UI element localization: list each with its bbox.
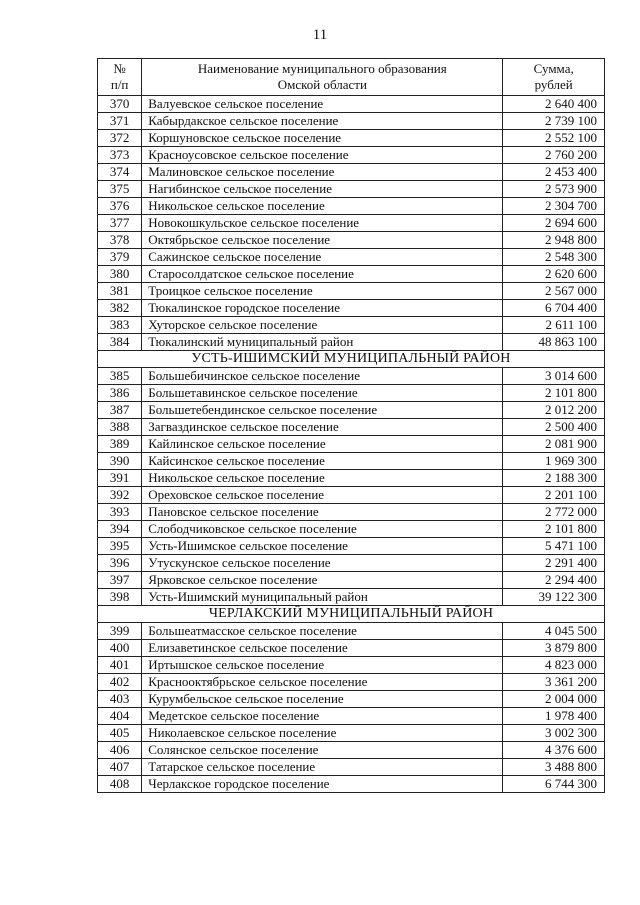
table-row: [98, 147, 605, 164]
row-municipality: Сажинское сельское поселение: [142, 249, 503, 266]
row-number: 391: [98, 470, 142, 487]
row-number: 398: [98, 589, 142, 606]
table-row: [98, 555, 605, 572]
row-sum: 39 122 300: [503, 589, 605, 606]
row-sum: 3 002 300: [503, 725, 605, 742]
allocation-table: [97, 58, 605, 793]
row-municipality: Нагибинское сельское поселение: [142, 181, 503, 198]
row-municipality: Медетское сельское поселение: [142, 708, 503, 725]
header-municipality: [142, 59, 503, 96]
row-municipality: Усть-Ишимское сельское поселение: [142, 538, 503, 555]
row-number: 395: [98, 538, 142, 555]
row-number: 376: [98, 198, 142, 215]
table-row: [98, 504, 605, 521]
row-municipality: Загваздинское сельское поселение: [142, 419, 503, 436]
row-number: 394: [98, 521, 142, 538]
row-number: 389: [98, 436, 142, 453]
row-sum: 2 611 100: [503, 317, 605, 334]
table-row: [98, 266, 605, 283]
row-number: 377: [98, 215, 142, 232]
table-row: [98, 232, 605, 249]
row-sum: 4 045 500: [503, 623, 605, 640]
row-number: 374: [98, 164, 142, 181]
header-number: [98, 59, 142, 96]
table-row: [98, 368, 605, 385]
table-row: [98, 725, 605, 742]
row-municipality: Никольское сельское поселение: [142, 198, 503, 215]
row-sum: 6 744 300: [503, 776, 605, 793]
row-municipality: Черлакское городское поселение: [142, 776, 503, 793]
row-sum: 2 548 300: [503, 249, 605, 266]
row-municipality: Николаевское сельское поселение: [142, 725, 503, 742]
row-municipality: Хуторское сельское поселение: [142, 317, 503, 334]
table-row: [98, 589, 605, 606]
row-sum: 4 376 600: [503, 742, 605, 759]
row-number: 400: [98, 640, 142, 657]
table-row: [98, 215, 605, 232]
row-number: 381: [98, 283, 142, 300]
row-municipality: Старосолдатское сельское поселение: [142, 266, 503, 283]
row-sum: 2 573 900: [503, 181, 605, 198]
row-municipality: Кайлинское сельское поселение: [142, 436, 503, 453]
row-sum: 2 453 400: [503, 164, 605, 181]
row-municipality: Никольское сельское поселение: [142, 470, 503, 487]
row-number: 406: [98, 742, 142, 759]
row-number: 392: [98, 487, 142, 504]
table-header-row: [98, 59, 605, 96]
row-number: 399: [98, 623, 142, 640]
row-sum: 2 294 400: [503, 572, 605, 589]
row-number: 390: [98, 453, 142, 470]
row-sum: 2 948 800: [503, 232, 605, 249]
row-municipality: Большетебендинское сельское поселение: [142, 402, 503, 419]
table-row: [98, 283, 605, 300]
table-row: [98, 691, 605, 708]
table-row: [98, 742, 605, 759]
header-sum-line2: рублей: [534, 77, 573, 92]
row-number: 404: [98, 708, 142, 725]
row-municipality: Новокошкульское сельское поселение: [142, 215, 503, 232]
row-sum: 2 739 100: [503, 113, 605, 130]
table-row: [98, 317, 605, 334]
table-row: [98, 453, 605, 470]
row-sum: 3 014 600: [503, 368, 605, 385]
header-number-line2: п/п: [110, 77, 129, 92]
row-number: 408: [98, 776, 142, 793]
table-row: [98, 657, 605, 674]
section-row: [98, 351, 605, 368]
table-row: [98, 674, 605, 691]
table-row: [98, 402, 605, 419]
row-sum: 2 081 900: [503, 436, 605, 453]
row-municipality: Красноусовское сельское поселение: [142, 147, 503, 164]
table-row: [98, 198, 605, 215]
row-sum: 2 004 000: [503, 691, 605, 708]
row-number: 402: [98, 674, 142, 691]
row-municipality: Тюкалинское городское поселение: [142, 300, 503, 317]
row-sum: 2 188 300: [503, 470, 605, 487]
table-row: [98, 572, 605, 589]
row-number: 380: [98, 266, 142, 283]
row-number: 401: [98, 657, 142, 674]
row-sum: 2 772 000: [503, 504, 605, 521]
row-municipality: Пановское сельское поселение: [142, 504, 503, 521]
table-row: [98, 759, 605, 776]
row-sum: 2 201 100: [503, 487, 605, 504]
row-municipality: Слободчиковское сельское поселение: [142, 521, 503, 538]
row-number: 370: [98, 96, 142, 113]
table-row: [98, 419, 605, 436]
row-sum: 2 552 100: [503, 130, 605, 147]
row-municipality: Ярковское сельское поселение: [142, 572, 503, 589]
row-number: 386: [98, 385, 142, 402]
row-number: 372: [98, 130, 142, 147]
row-sum: 2 694 600: [503, 215, 605, 232]
row-number: 371: [98, 113, 142, 130]
header-sum-line1: Сумма,: [533, 61, 574, 76]
row-municipality: Большеатмасское сельское поселение: [142, 623, 503, 640]
row-sum: 48 863 100: [503, 334, 605, 351]
row-number: 378: [98, 232, 142, 249]
row-sum: 2 012 200: [503, 402, 605, 419]
section-title: УСТЬ-ИШИМСКИЙ МУНИЦИПАЛЬНЫЙ РАЙОН: [98, 351, 605, 368]
table-row: [98, 470, 605, 487]
row-municipality: Кайсинское сельское поселение: [142, 453, 503, 470]
header-municipality-line2: Омской области: [277, 77, 367, 92]
header-municipality-line1: Наименование муниципального образования: [197, 61, 447, 76]
row-sum: 2 760 200: [503, 147, 605, 164]
row-sum: 5 471 100: [503, 538, 605, 555]
row-number: 403: [98, 691, 142, 708]
table-row: [98, 708, 605, 725]
row-sum: 2 567 000: [503, 283, 605, 300]
row-municipality: Большетавинское сельское поселение: [142, 385, 503, 402]
row-municipality: Ореховское сельское поселение: [142, 487, 503, 504]
row-municipality: Коршуновское сельское поселение: [142, 130, 503, 147]
row-number: 388: [98, 419, 142, 436]
row-sum: 1 969 300: [503, 453, 605, 470]
row-municipality: Валуевское сельское поселение: [142, 96, 503, 113]
row-number: 379: [98, 249, 142, 266]
row-sum: 4 823 000: [503, 657, 605, 674]
table-row: [98, 300, 605, 317]
row-sum: 6 704 400: [503, 300, 605, 317]
table-row: [98, 334, 605, 351]
table-row: [98, 487, 605, 504]
row-sum: 3 488 800: [503, 759, 605, 776]
row-number: 405: [98, 725, 142, 742]
row-municipality: Октябрьское сельское поселение: [142, 232, 503, 249]
row-sum: 2 304 700: [503, 198, 605, 215]
row-sum: 2 101 800: [503, 385, 605, 402]
table-row: [98, 96, 605, 113]
table-row: [98, 130, 605, 147]
row-number: 397: [98, 572, 142, 589]
header-number-line1: №: [113, 61, 126, 76]
table-row: [98, 113, 605, 130]
row-municipality: Краснооктябрьское сельское поселение: [142, 674, 503, 691]
table-row: [98, 538, 605, 555]
row-sum: 3 879 800: [503, 640, 605, 657]
row-number: 396: [98, 555, 142, 572]
table-row: [98, 640, 605, 657]
row-municipality: Татарское сельское поселение: [142, 759, 503, 776]
table-row: [98, 776, 605, 793]
table-row: [98, 436, 605, 453]
row-municipality: Усть-Ишимский муниципальный район: [142, 589, 503, 606]
table-row: [98, 181, 605, 198]
row-number: 387: [98, 402, 142, 419]
section-row: [98, 606, 605, 623]
row-number: 385: [98, 368, 142, 385]
row-sum: 2 620 600: [503, 266, 605, 283]
page-number: 11: [312, 27, 328, 43]
row-municipality: Большебичинское сельское поселение: [142, 368, 503, 385]
row-number: 384: [98, 334, 142, 351]
row-number: 407: [98, 759, 142, 776]
row-municipality: Утускунское сельское поселение: [142, 555, 503, 572]
table-body: [98, 96, 605, 793]
row-number: 382: [98, 300, 142, 317]
header-sum: [503, 59, 605, 96]
row-municipality: Иртышское сельское поселение: [142, 657, 503, 674]
row-municipality: Солянское сельское поселение: [142, 742, 503, 759]
row-sum: 1 978 400: [503, 708, 605, 725]
row-number: 375: [98, 181, 142, 198]
row-sum: 2 291 400: [503, 555, 605, 572]
table-row: [98, 164, 605, 181]
row-sum: 3 361 200: [503, 674, 605, 691]
row-municipality: Елизаветинское сельское поселение: [142, 640, 503, 657]
row-municipality: Кабырдакское сельское поселение: [142, 113, 503, 130]
table-row: [98, 385, 605, 402]
row-number: 383: [98, 317, 142, 334]
row-number: 393: [98, 504, 142, 521]
row-municipality: Курумбельское сельское поселение: [142, 691, 503, 708]
row-sum: 2 101 800: [503, 521, 605, 538]
table-row: [98, 521, 605, 538]
table-row: [98, 249, 605, 266]
row-sum: 2 640 400: [503, 96, 605, 113]
row-municipality: Троицкое сельское поселение: [142, 283, 503, 300]
table-row: [98, 623, 605, 640]
row-sum: 2 500 400: [503, 419, 605, 436]
row-municipality: Тюкалинский муниципальный район: [142, 334, 503, 351]
section-title: ЧЕРЛАКСКИЙ МУНИЦИПАЛЬНЫЙ РАЙОН: [98, 606, 605, 623]
row-municipality: Малиновское сельское поселение: [142, 164, 503, 181]
row-number: 373: [98, 147, 142, 164]
